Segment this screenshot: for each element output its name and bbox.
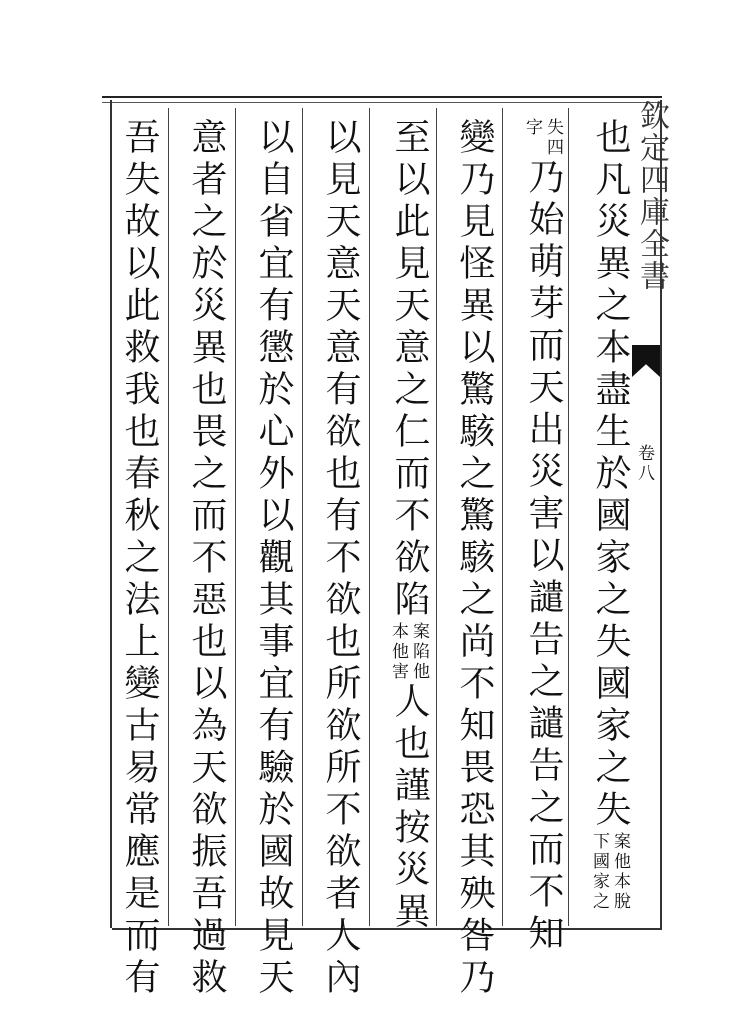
main-text: 也凡災異之本盡生於國家之失國家之失 (590, 118, 631, 832)
note-line: 案他本脫 (610, 832, 630, 912)
note-line: 案陷他 (409, 622, 429, 682)
interlinear-note (389, 622, 427, 682)
margin-volume-label: 卷八 (634, 444, 654, 484)
interlinear-note (590, 832, 628, 912)
main-text: 人也謹按災異 (389, 682, 430, 934)
main-text: 至以此見天意之仁而不欲陷 (389, 118, 430, 622)
left-frame-line (110, 100, 112, 928)
note-line: 本他害 (388, 622, 408, 682)
main-text: 變乃見怪異以驚駭之驚駭之尚不知畏恐其殃咎乃 (454, 118, 495, 1000)
column-divider (568, 108, 569, 926)
margin-book-title: 欽定四庫全書 (634, 100, 669, 292)
main-text: 以自省宜有懲於心外以觀其事宜有驗於國故見天 (253, 118, 294, 1000)
text-column (388, 118, 430, 934)
main-text: 吾失故以此救我也春秋之法上變古易常應是而有 (119, 118, 160, 1000)
text-column (522, 118, 564, 956)
note-line: 字 (522, 118, 542, 138)
text-column (253, 118, 294, 1000)
note-line: 失四 (543, 118, 563, 158)
fish-tail-mark (632, 345, 660, 377)
main-text: 意者之於災異也畏之而不惡也以為天欲振吾過救 (186, 118, 227, 1000)
column-divider (302, 108, 303, 926)
text-column (589, 118, 631, 912)
main-text: 以見天意天意有欲也有不欲也所欲所不欲者人內 (320, 118, 361, 1000)
interlinear-note (523, 118, 561, 158)
top-border-rule (102, 96, 662, 98)
text-column (186, 118, 227, 1000)
text-column (454, 118, 495, 1000)
column-divider (502, 108, 503, 926)
column-divider (168, 108, 169, 926)
top-border-rule-thin (102, 102, 662, 103)
column-divider (436, 108, 437, 926)
text-column (119, 118, 160, 1000)
note-line: 下國家之 (589, 832, 609, 912)
column-divider (235, 108, 236, 926)
main-text: 乃始萌芽而天出災害以譴告之譴告之而不知 (523, 158, 564, 956)
text-column (320, 118, 361, 1000)
column-divider (369, 108, 370, 926)
